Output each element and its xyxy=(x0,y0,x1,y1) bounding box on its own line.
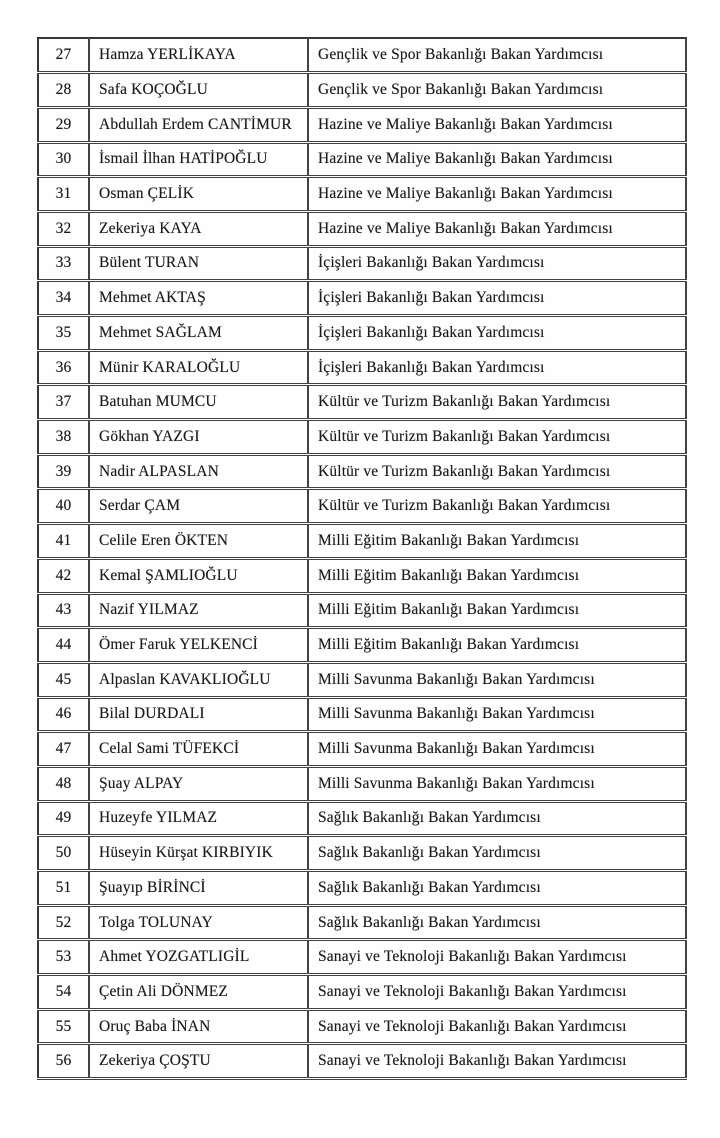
name-cell: Hüseyin Kürşat KIRBIYIK xyxy=(89,836,308,871)
row-number-cell: 41 xyxy=(38,524,89,559)
ministry-title-cell: Milli Savunma Bakanlığı Bakan Yardımcısı xyxy=(308,732,686,767)
ministry-title-cell: İçişleri Bakanlığı Bakan Yardımcısı xyxy=(308,246,686,281)
ministry-title-cell: Sağlık Bakanlığı Bakan Yardımcısı xyxy=(308,905,686,940)
row-number-cell: 38 xyxy=(38,420,89,455)
table-row xyxy=(38,246,686,281)
row-number-cell: 46 xyxy=(38,697,89,732)
table-row xyxy=(38,662,686,697)
ministry-title-cell: Milli Eğitim Bakanlığı Bakan Yardımcısı xyxy=(308,628,686,663)
row-number-cell: 50 xyxy=(38,836,89,871)
table-row xyxy=(38,73,686,108)
table-row xyxy=(38,385,686,420)
row-number-cell: 55 xyxy=(38,1009,89,1044)
table-row xyxy=(38,211,686,246)
deputy-ministers-table xyxy=(37,37,687,1080)
name-cell: Ahmet YOZGATLIGİL xyxy=(89,940,308,975)
table-row xyxy=(38,350,686,385)
table-row xyxy=(38,1009,686,1044)
table-body xyxy=(38,38,686,1079)
table-row xyxy=(38,871,686,906)
table-row xyxy=(38,940,686,975)
ministry-title-cell: Hazine ve Maliye Bakanlığı Bakan Yardımcısı xyxy=(308,142,686,177)
table-row xyxy=(38,38,686,73)
row-number-cell: 43 xyxy=(38,593,89,628)
ministry-title-cell: Sağlık Bakanlığı Bakan Yardımcısı xyxy=(308,871,686,906)
name-cell: Şuayıp BİRİNCİ xyxy=(89,871,308,906)
name-cell: Oruç Baba İNAN xyxy=(89,1009,308,1044)
name-cell: Ömer Faruk YELKENCİ xyxy=(89,628,308,663)
table-row xyxy=(38,836,686,871)
row-number-cell: 45 xyxy=(38,662,89,697)
ministry-title-cell: Sağlık Bakanlığı Bakan Yardımcısı xyxy=(308,836,686,871)
row-number-cell: 37 xyxy=(38,385,89,420)
row-number-cell: 27 xyxy=(38,38,89,73)
ministry-title-cell: Milli Savunma Bakanlığı Bakan Yardımcısı xyxy=(308,766,686,801)
row-number-cell: 44 xyxy=(38,628,89,663)
ministry-title-cell: Hazine ve Maliye Bakanlığı Bakan Yardımcısı xyxy=(308,177,686,212)
ministry-title-cell: Milli Savunma Bakanlığı Bakan Yardımcısı xyxy=(308,662,686,697)
row-number-cell: 56 xyxy=(38,1044,89,1079)
ministry-title-cell: Gençlik ve Spor Bakanlığı Bakan Yardımcısı xyxy=(308,73,686,108)
row-number-cell: 34 xyxy=(38,281,89,316)
name-cell: Abdullah Erdem CANTİMUR xyxy=(89,107,308,142)
name-cell: Bülent TURAN xyxy=(89,246,308,281)
name-cell: Zekeriya ÇOŞTU xyxy=(89,1044,308,1079)
ministry-title-cell: Milli Savunma Bakanlığı Bakan Yardımcısı xyxy=(308,697,686,732)
row-number-cell: 30 xyxy=(38,142,89,177)
name-cell: Serdar ÇAM xyxy=(89,489,308,524)
table-row xyxy=(38,489,686,524)
table-row xyxy=(38,697,686,732)
table-row xyxy=(38,558,686,593)
ministry-title-cell: Hazine ve Maliye Bakanlığı Bakan Yardımcısı xyxy=(308,107,686,142)
ministry-title-cell: Kültür ve Turizm Bakanlığı Bakan Yardımcısı xyxy=(308,489,686,524)
row-number-cell: 40 xyxy=(38,489,89,524)
table-row xyxy=(38,905,686,940)
row-number-cell: 31 xyxy=(38,177,89,212)
row-number-cell: 49 xyxy=(38,801,89,836)
table-row xyxy=(38,975,686,1010)
ministry-title-cell: Kültür ve Turizm Bakanlığı Bakan Yardımcısı xyxy=(308,385,686,420)
name-cell: Nazif YILMAZ xyxy=(89,593,308,628)
name-cell: Çetin Ali DÖNMEZ xyxy=(89,975,308,1010)
name-cell: Münir KARALOĞLU xyxy=(89,350,308,385)
ministry-title-cell: İçişleri Bakanlığı Bakan Yardımcısı xyxy=(308,316,686,351)
ministry-title-cell: Sanayi ve Teknoloji Bakanlığı Bakan Yardımcısı xyxy=(308,1044,686,1079)
row-number-cell: 48 xyxy=(38,766,89,801)
ministry-title-cell: İçişleri Bakanlığı Bakan Yardımcısı xyxy=(308,350,686,385)
table-row xyxy=(38,177,686,212)
name-cell: Huzeyfe YILMAZ xyxy=(89,801,308,836)
table-row xyxy=(38,1044,686,1079)
table-row xyxy=(38,316,686,351)
name-cell: Osman ÇELİK xyxy=(89,177,308,212)
ministry-title-cell: Milli Eğitim Bakanlığı Bakan Yardımcısı xyxy=(308,593,686,628)
name-cell: Mehmet SAĞLAM xyxy=(89,316,308,351)
ministry-title-cell: Hazine ve Maliye Bakanlığı Bakan Yardımcısı xyxy=(308,211,686,246)
name-cell: Mehmet AKTAŞ xyxy=(89,281,308,316)
table-row xyxy=(38,107,686,142)
name-cell: Tolga TOLUNAY xyxy=(89,905,308,940)
row-number-cell: 54 xyxy=(38,975,89,1010)
row-number-cell: 28 xyxy=(38,73,89,108)
name-cell: Bilal DURDALI xyxy=(89,697,308,732)
name-cell: Şuay ALPAY xyxy=(89,766,308,801)
ministry-title-cell: Sanayi ve Teknoloji Bakanlığı Bakan Yardımcısı xyxy=(308,1009,686,1044)
name-cell: İsmail İlhan HATİPOĞLU xyxy=(89,142,308,177)
name-cell: Celal Sami TÜFEKCİ xyxy=(89,732,308,767)
table-row xyxy=(38,628,686,663)
table-row xyxy=(38,593,686,628)
row-number-cell: 52 xyxy=(38,905,89,940)
ministry-title-cell: Sağlık Bakanlığı Bakan Yardımcısı xyxy=(308,801,686,836)
name-cell: Nadir ALPASLAN xyxy=(89,454,308,489)
row-number-cell: 47 xyxy=(38,732,89,767)
ministry-title-cell: Gençlik ve Spor Bakanlığı Bakan Yardımcısı xyxy=(308,38,686,73)
row-number-cell: 32 xyxy=(38,211,89,246)
name-cell: Hamza YERLİKAYA xyxy=(89,38,308,73)
table-row xyxy=(38,524,686,559)
ministry-title-cell: İçişleri Bakanlığı Bakan Yardımcısı xyxy=(308,281,686,316)
ministry-title-cell: Sanayi ve Teknoloji Bakanlığı Bakan Yardımcısı xyxy=(308,975,686,1010)
table-row xyxy=(38,801,686,836)
table-row xyxy=(38,142,686,177)
row-number-cell: 42 xyxy=(38,558,89,593)
name-cell: Zekeriya KAYA xyxy=(89,211,308,246)
ministry-title-cell: Kültür ve Turizm Bakanlığı Bakan Yardımcısı xyxy=(308,420,686,455)
row-number-cell: 39 xyxy=(38,454,89,489)
ministry-title-cell: Milli Eğitim Bakanlığı Bakan Yardımcısı xyxy=(308,558,686,593)
name-cell: Celile Eren ÖKTEN xyxy=(89,524,308,559)
row-number-cell: 33 xyxy=(38,246,89,281)
name-cell: Kemal ŞAMLIOĞLU xyxy=(89,558,308,593)
table-row xyxy=(38,281,686,316)
table-row xyxy=(38,420,686,455)
row-number-cell: 29 xyxy=(38,107,89,142)
ministry-title-cell: Kültür ve Turizm Bakanlığı Bakan Yardımcısı xyxy=(308,454,686,489)
row-number-cell: 51 xyxy=(38,871,89,906)
table-row xyxy=(38,766,686,801)
name-cell: Batuhan MUMCU xyxy=(89,385,308,420)
name-cell: Alpaslan KAVAKLIOĞLU xyxy=(89,662,308,697)
name-cell: Safa KOÇOĞLU xyxy=(89,73,308,108)
name-cell: Gökhan YAZGI xyxy=(89,420,308,455)
row-number-cell: 35 xyxy=(38,316,89,351)
table-row xyxy=(38,732,686,767)
row-number-cell: 53 xyxy=(38,940,89,975)
table-row xyxy=(38,454,686,489)
ministry-title-cell: Milli Eğitim Bakanlığı Bakan Yardımcısı xyxy=(308,524,686,559)
ministry-title-cell: Sanayi ve Teknoloji Bakanlığı Bakan Yardımcısı xyxy=(308,940,686,975)
row-number-cell: 36 xyxy=(38,350,89,385)
